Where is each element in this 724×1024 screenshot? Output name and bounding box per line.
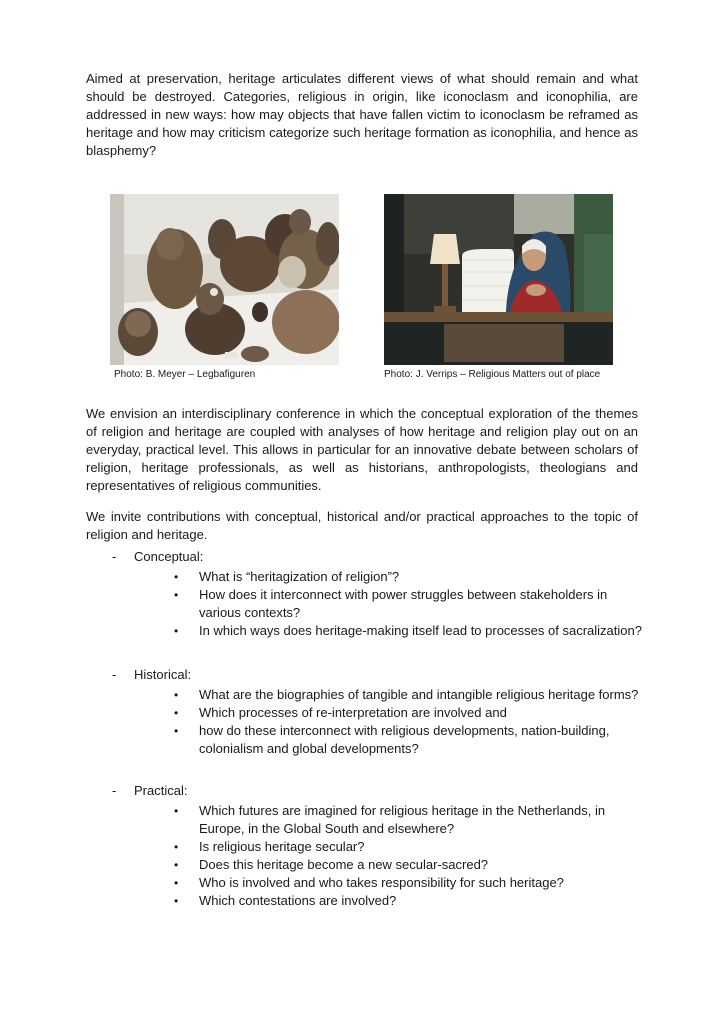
list-item-text: How does it interconnect with power struggles between stakeholders in various contexts? [199,587,608,620]
photo-legbafiguren [110,194,339,365]
list-item-text: Is religious heritage secular? [199,839,365,854]
invite-paragraph: We invite contributions with conceptual, historical and/or practical approaches to the topic of religion and heritage. [86,509,638,542]
figure-caption: Photo: B. Meyer – Legbafiguren [114,369,256,380]
figure-legbafiguren [110,194,339,380]
list-item-text: Does this heritage become a new secular-sacred? [199,857,489,872]
list-item-text: What are the biographies of tangible and intangible religious heritage forms? [199,687,639,702]
bullet-icon: • [174,624,179,638]
list-item [174,802,644,838]
question-list [174,568,644,640]
list-item [174,686,644,704]
list-item-text: Who is involved and who takes responsibility for such heritage? [199,875,564,890]
figure-caption: Photo: J. Verrips – Religious Matters out of place [384,369,601,380]
intro-paragraph: Aimed at preservation, heritage articulates different views of what should remain and what should be destroyed. Categories, religious in origin, like iconoclasm and iconophilia, are addressed in new ways: how may objects that have fallen victim to iconoclasm be reframed as heritage and how may criticism categorize such heritage formation as iconophilia, and hence as blasphemy? [86,71,638,158]
bullet-icon: • [174,894,179,908]
list-item-text: Which contestations are involved? [199,893,397,908]
list-dash: - [112,783,117,798]
section-practical [112,782,652,908]
bullet-icon: • [174,804,179,818]
list-item [174,704,644,722]
photo-religious-matters [384,194,613,365]
list-item-text: What is “heritagization of religion”? [199,569,400,584]
question-list [174,686,644,758]
list-item-text: how do these interconnect with religious developments, nation-building, colonialism and global developments? [199,723,610,756]
list-dash: - [112,549,117,564]
list-item [174,856,644,874]
section-conceptual [112,548,652,638]
envision-paragraph: We envision an interdisciplinary conference in which the conceptual exploration of the themes of religion and heritage are coupled with analyses of how heritage and religion play out on an everyday, practical level. This allows in particular for an innovative debate between scholars of religion, heritage professionals, as well as historians, anthropologists, theologians and representatives of religious communities. [86,406,638,493]
section-heading [112,782,652,800]
bullet-icon: • [174,858,179,872]
list-item [174,622,644,640]
section-heading [112,666,652,684]
list-item [174,874,644,892]
section-title: Practical: [134,783,188,798]
list-item [174,568,644,586]
bullet-icon: • [174,588,179,602]
bullet-icon: • [174,688,179,702]
list-item-text: Which processes of re-interpretation are involved and [199,705,507,720]
list-item-text: Which futures are imagined for religious heritage in the Netherlands, in Europe, in the Global South and elsewhere? [199,803,606,836]
list-item [174,722,644,758]
list-dash: - [112,667,117,682]
section-title: Conceptual: [134,549,204,564]
list-item-text: In which ways does heritage-making itself lead to processes of sacralization? [199,623,642,638]
figure-religious-matters [384,194,634,380]
section-historical [112,666,652,756]
list-item [174,586,644,622]
list-item [174,892,644,910]
question-list [174,802,644,910]
section-heading [112,548,652,566]
bullet-icon: • [174,706,179,720]
bullet-icon: • [174,876,179,890]
bullet-icon: • [174,724,179,738]
bullet-icon: • [174,840,179,854]
bullet-icon: • [174,570,179,584]
list-item [174,838,644,856]
section-title: Historical: [134,667,192,682]
